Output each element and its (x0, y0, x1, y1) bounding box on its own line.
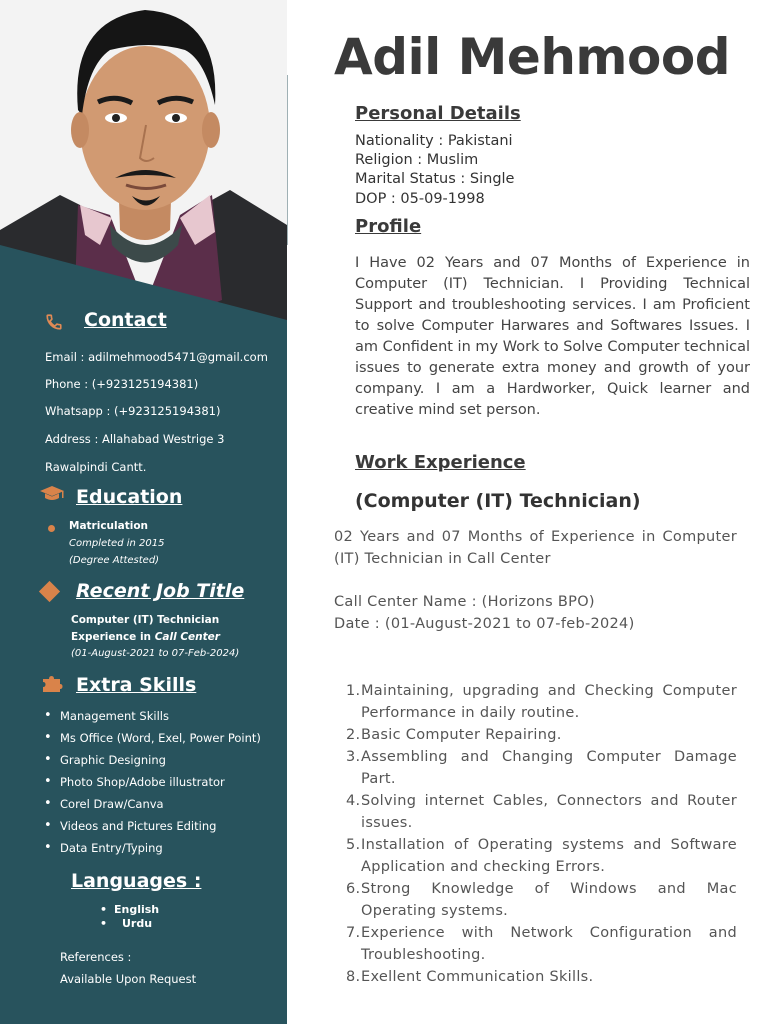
duty-item (334, 724, 737, 746)
nationality: Nationality : Pakistani (355, 133, 513, 149)
graduation-cap-icon (39, 485, 65, 503)
personal-details-heading: Personal Details (355, 103, 521, 124)
call-center-name: Call Center Name : (Horizons BPO) (334, 594, 595, 610)
puzzle-icon (41, 675, 63, 693)
date-of-birth: DOP : 05-09-1998 (355, 191, 485, 207)
duty-text: Solving internet Cables, Connectors and Router issues. (361, 793, 737, 831)
languages-heading: Languages : (71, 870, 202, 892)
references-value: Available Upon Request (60, 972, 197, 986)
work-summary: 02 Years and 07 Months of Experience in Computer (IT) Technician in Call Center (334, 529, 737, 567)
duty-number: 4. (346, 793, 361, 809)
language-item: • Urdu (100, 917, 159, 931)
recent-job-dates: (01-August-2021 to 07-Feb-2024) (71, 648, 240, 659)
duty-number: 7. (346, 925, 361, 941)
duty-text: Installation of Operating systems and Software Application and checking Errors. (361, 837, 737, 875)
duty-number: 8. (346, 969, 361, 985)
contact-heading: Contact (84, 309, 167, 331)
duty-number: 5. (346, 837, 361, 853)
duty-text: Strong Knowledge of Windows and Mac Operating systems. (361, 881, 737, 919)
recent-job-line1: Computer (IT) Technician (71, 614, 220, 626)
profile-photo (0, 0, 287, 325)
profile-text: I Have 02 Years and 07 Months of Experience in Computer (IT) Technician. I Providing Technical Support and troubleshooting services. I am Proficient to solve Computer Harwares and Softwares Issues. I am Confident in my Work to Solve Computer technical issues to generate extra money and growth of your company. I am a Hardworker, Quick learner and creative mind set person. (355, 255, 750, 418)
extra-skills-list (42, 707, 261, 861)
duty-text: Maintaining, upgrading and Checking Computer Performance in daily routine. (361, 683, 737, 721)
duty-item (334, 878, 737, 922)
duty-text: Exellent Communication Skills. (361, 969, 594, 985)
work-experience-heading: Work Experience (355, 452, 526, 473)
bullet-dot (48, 525, 55, 532)
education-heading: Education (76, 486, 183, 508)
contact-whatsapp: Whatsapp : (+923125194381) (45, 404, 221, 418)
duty-item (334, 834, 737, 878)
contact-email: Email : adilmehmood5471@gmail.com (45, 350, 268, 364)
contact-phone: Phone : (+923125194381) (45, 377, 199, 391)
contact-address-line1: Address : Allahabad Westrige 3 (45, 432, 225, 446)
skill-item: • Graphic Designing (42, 751, 261, 773)
education-degree: Matriculation (69, 520, 149, 532)
skill-item: • Corel Draw/Canva (42, 795, 261, 817)
duties-list (334, 680, 737, 988)
recent-job-line2-prefix: Experience in (71, 631, 155, 643)
duty-item (334, 746, 737, 790)
recent-job-heading: Recent Job Title (76, 580, 245, 602)
recent-job-line2 (71, 631, 220, 643)
work-job-title: (Computer (IT) Technician) (355, 490, 641, 512)
skill-item: • Videos and Pictures Editing (42, 817, 261, 839)
duty-item (334, 922, 737, 966)
duty-number: 1. (346, 683, 361, 699)
work-date: Date : (01-August-2021 to 07-feb-2024) (334, 616, 635, 632)
contact-address-line2: Rawalpindi Cantt. (45, 460, 147, 474)
duty-text: Experience with Network Configuration and Troubleshooting. (361, 925, 737, 963)
duty-number: 6. (346, 881, 361, 897)
skill-item: • Management Skills (42, 707, 261, 729)
skill-item: • Ms Office (Word, Exel, Power Point) (42, 729, 261, 751)
profile-heading: Profile (355, 216, 422, 237)
duty-number: 3. (346, 749, 361, 765)
duty-item (334, 966, 737, 988)
language-item: • English (100, 903, 159, 917)
duty-number: 2. (346, 727, 361, 743)
skill-item: • Photo Shop/Adobe illustrator (42, 773, 261, 795)
skill-item: • Data Entry/Typing (42, 839, 261, 861)
duty-item (334, 680, 737, 724)
education-note: (Degree Attested) (69, 555, 160, 566)
marital-status: Marital Status : Single (355, 171, 515, 187)
religion: Religion : Muslim (355, 152, 479, 168)
languages-list (100, 903, 159, 931)
duty-text: Basic Computer Repairing. (361, 727, 562, 743)
references-label: References : (60, 950, 132, 964)
recent-job-line2-italic: Call Center (154, 631, 220, 643)
divider-line (287, 75, 288, 245)
candidate-name: Adil Mehmood (334, 28, 731, 86)
duty-text: Assembling and Changing Computer Damage Part. (361, 749, 737, 787)
phone-icon (45, 313, 63, 331)
education-completed: Completed in 2015 (69, 538, 165, 549)
duty-item (334, 790, 737, 834)
extra-skills-heading: Extra Skills (76, 674, 197, 696)
